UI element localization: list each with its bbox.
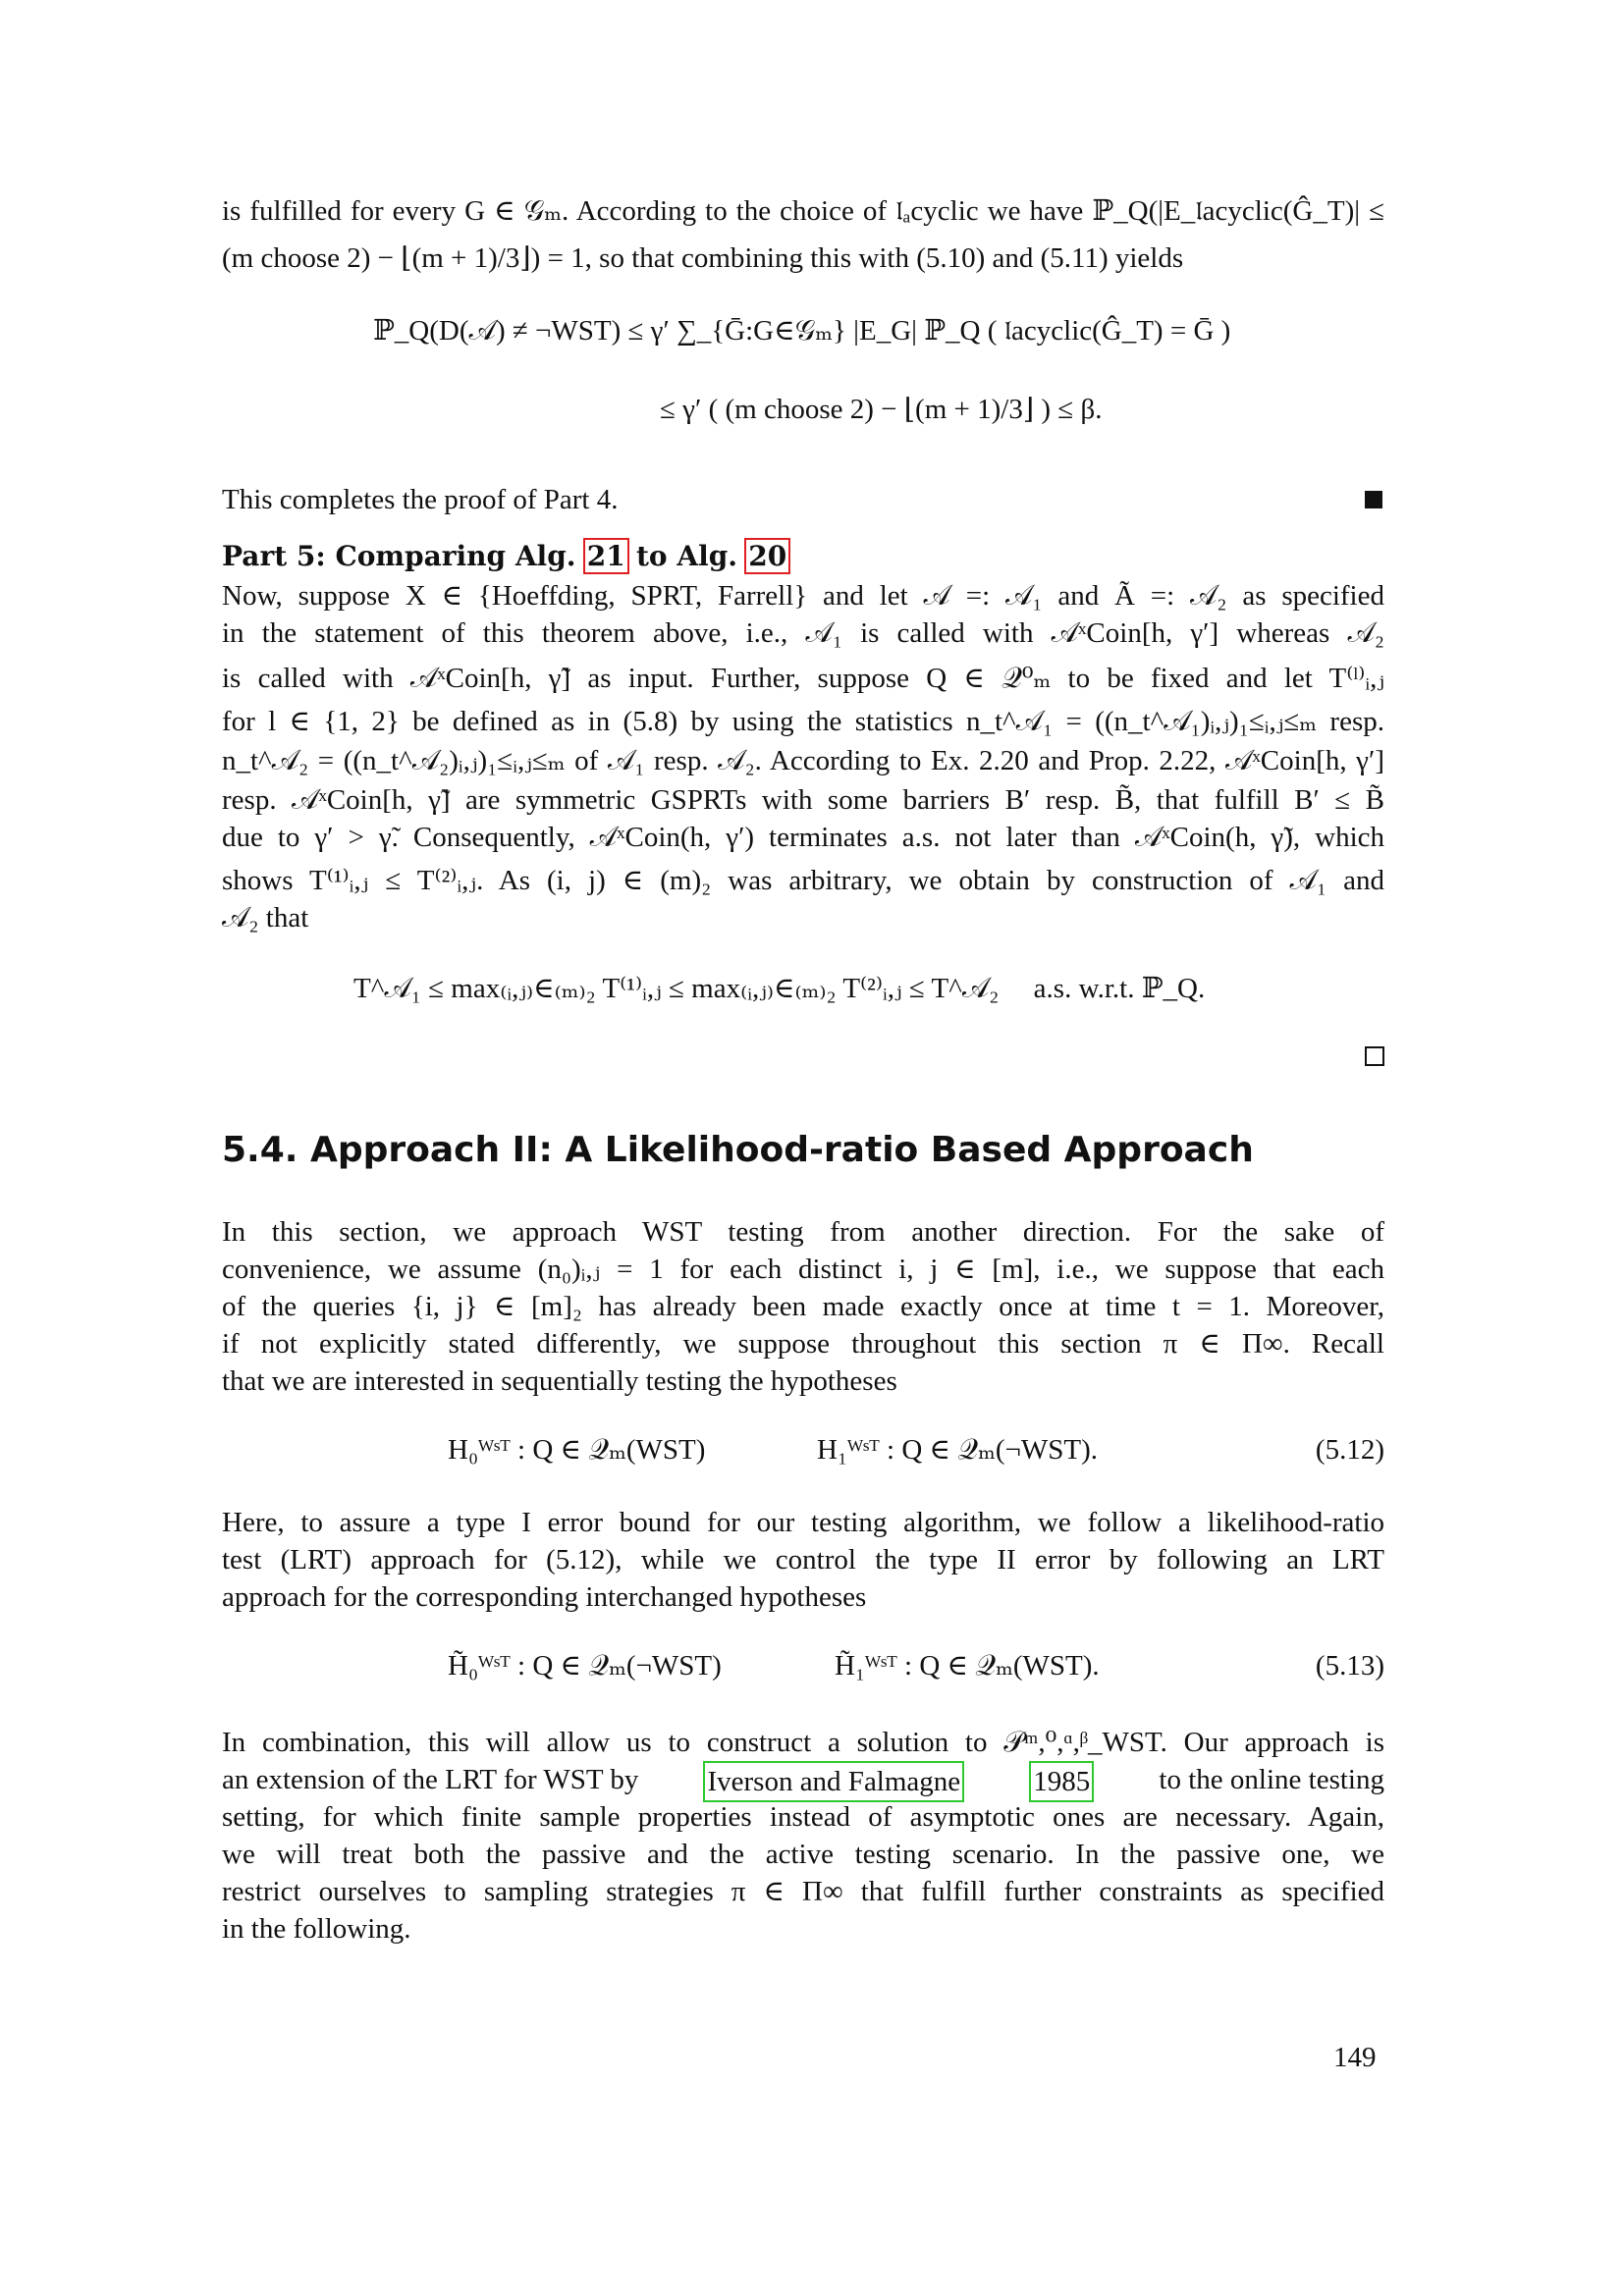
display-equation bbox=[353, 970, 1205, 1007]
display-equation: ℙ_Q(D(𝒜) ≠ ¬WST) ≤ γ′ ∑_{Ḡ:G∈𝒢ₘ} |E_G| ℙ_Q ( 𝔩acyclic(Ĝ_T) = Ḡ ) bbox=[373, 315, 1231, 347]
qed-open-square-icon bbox=[1365, 1046, 1384, 1066]
paragraph-line: if not explicitly stated differently, we suppose throughout this section π ∈ Π∞. Recall bbox=[222, 1328, 1384, 1360]
equation-number: (5.12) bbox=[1315, 1434, 1384, 1466]
section-title: 5.4. Approach II: A Likelihood-ratio Based Approach bbox=[222, 1130, 1254, 1170]
citation-authors-link[interactable]: Iverson and Falmagne bbox=[703, 1761, 964, 1802]
equation-5-13-left: H̃₀ᵂˢᵀ : Q ∈ 𝒬ₘ(¬WST) bbox=[448, 1650, 722, 1682]
paragraph-line: is fulfilled for every G ∈ 𝒢ₘ. According to the choice of 𝔩ₐcyclic we have ℙ_Q(|E_𝔩acyclic(Ĝ_T)| ≤ bbox=[222, 195, 1384, 227]
paragraph-line: resp. 𝒜ˣCoin[h, γ̃] are symmetric GSPRTs with some barriers B′ resp. B̃, that fulfill B′ ≤ B̃ bbox=[222, 784, 1384, 816]
paragraph-line: (m choose 2) − ⌊(m + 1)/3⌋) = 1, so that combining this with (5.10) and (5.11) yields bbox=[222, 242, 1184, 274]
equation-5-13-right: H̃₁ᵂˢᵀ : Q ∈ 𝒬ₘ(WST). bbox=[835, 1650, 1100, 1682]
text-span: to the online testing bbox=[1159, 1764, 1384, 1795]
part5-heading bbox=[222, 538, 1384, 575]
paragraph-line: Here, to assure a type I error bound for our testing algorithm, we follow a likelihood-ratio bbox=[222, 1507, 1384, 1538]
display-equation: ≤ γ′ ( (m choose 2) − ⌊(m + 1)/3⌋ ) ≤ β. bbox=[660, 394, 1103, 425]
paragraph-line-with-citation bbox=[222, 1761, 1384, 1802]
paragraph-line: 𝒜₂ that bbox=[222, 902, 309, 934]
paragraph-line: approach for the corresponding interchanged hypotheses bbox=[222, 1581, 867, 1613]
heading-text: to Alg. bbox=[635, 540, 738, 572]
equation-5-12-right: H₁ᵂˢᵀ : Q ∈ 𝒬ₘ(¬WST). bbox=[817, 1434, 1098, 1466]
equation-body: T^𝒜₁ ≤ max₍ᵢ,ⱼ₎∈₍ₘ₎₂ T⁽¹⁾ᵢ,ⱼ ≤ max₍ᵢ,ⱼ₎∈₍ₘ₎₂ T⁽²⁾ᵢ,ⱼ ≤ T^𝒜₂ bbox=[353, 973, 1000, 1004]
equation-5-12-left: H₀ᵂˢᵀ : Q ∈ 𝒬ₘ(WST) bbox=[448, 1434, 706, 1466]
text-span: an extension of the LRT for WST by bbox=[222, 1764, 639, 1795]
paragraph-line: is called with 𝒜ˣCoin[h, γ̃] as input. Further, suppose Q ∈ 𝒬⁰ₘ to be fixed and let T⁽ˡ⁾ᵢ,ⱼ bbox=[222, 663, 1384, 694]
paragraph-line: of the queries {i, j} ∈ [m]₂ has already been made exactly once at time t = 1. Moreover, bbox=[222, 1291, 1384, 1322]
equation-number: (5.13) bbox=[1315, 1650, 1384, 1682]
paragraph-line: we will treat both the passive and the active testing scenario. In the passive one, we bbox=[222, 1839, 1384, 1870]
paragraph-line: convenience, we assume (n₀)ᵢ,ⱼ = 1 for each distinct i, j ∈ [m], i.e., we suppose that each bbox=[222, 1254, 1384, 1285]
heading-text: Part 5: Comparing Alg. bbox=[222, 540, 576, 572]
paragraph-line: In combination, this will allow us to construct a solution to 𝒫ᵐ,⁰,ᵅ,ᵝ_WST. Our approach is bbox=[222, 1727, 1384, 1758]
paragraph-line: in the statement of this theorem above, i.e., 𝒜₁ is called with 𝒜ˣCoin[h, γ′] whereas 𝒜₂ bbox=[222, 617, 1384, 649]
paragraph-line: test (LRT) approach for (5.12), while we control the type II error by following an LRT bbox=[222, 1544, 1384, 1575]
paragraph-line: In this section, we approach WST testing from another direction. For the sake of bbox=[222, 1216, 1384, 1248]
page-number: 149 bbox=[1333, 2042, 1377, 2073]
paragraph-line: in the following. bbox=[222, 1913, 411, 1945]
equation-suffix: a.s. w.r.t. ℙ_Q. bbox=[1033, 973, 1206, 1004]
paragraph-line: shows T⁽¹⁾ᵢ,ⱼ ≤ T⁽²⁾ᵢ,ⱼ. As (i, j) ∈ (m)₂ was arbitrary, we obtain by construction of 𝒜₁ and bbox=[222, 865, 1384, 896]
paragraph-line: restrict ourselves to sampling strategies π ∈ Π∞ that fulfill further constraints as specified bbox=[222, 1876, 1384, 1907]
proof-end-text: This completes the proof of Part 4. bbox=[222, 484, 619, 515]
alg-ref-link[interactable]: 21 bbox=[583, 538, 629, 574]
paragraph-line: that we are interested in sequentially testing the hypotheses bbox=[222, 1365, 897, 1397]
paragraph-line: Now, suppose X ∈ {Hoeffding, SPRT, Farrell} and let 𝒜 =: 𝒜₁ and Ã =: 𝒜₂ as specified bbox=[222, 580, 1384, 612]
paragraph-line: setting, for which finite sample properties instead of asymptotic ones are necessary. Again, bbox=[222, 1801, 1384, 1833]
paragraph-line: for l ∈ {1, 2} be defined as in (5.8) by using the statistics n_t^𝒜₁ = ((n_t^𝒜₁)ᵢ,ⱼ)₁≤ᵢ,ⱼ≤ₘ resp. bbox=[222, 706, 1384, 737]
citation-year-link[interactable]: 1985 bbox=[1029, 1761, 1094, 1802]
paragraph-line: n_t^𝒜₂ = ((n_t^𝒜₂)ᵢ,ⱼ)₁≤ᵢ,ⱼ≤ₘ of 𝒜₁ resp. 𝒜₂. According to Ex. 2.20 and Prop. 2.22, 𝒜ˣCoin[h, γ′] bbox=[222, 745, 1384, 776]
qed-filled-square-icon bbox=[1365, 491, 1382, 508]
alg-ref-link[interactable]: 20 bbox=[744, 538, 790, 574]
paragraph-line: due to γ′ > γ̃. Consequently, 𝒜ˣCoin(h, γ′) terminates a.s. not later than 𝒜ˣCoin(h, γ̃), which bbox=[222, 822, 1384, 853]
